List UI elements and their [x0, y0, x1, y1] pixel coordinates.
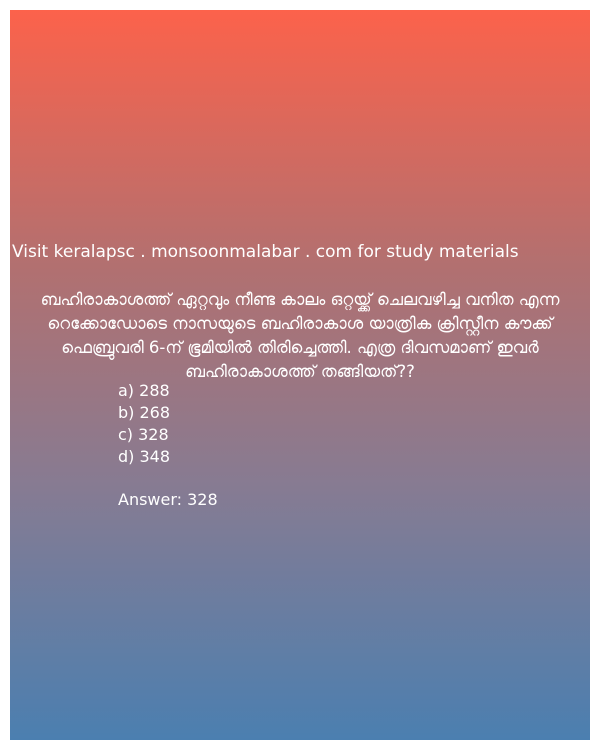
- option-a: a) 288: [118, 381, 170, 400]
- answer-text: Answer: 328: [118, 490, 218, 509]
- option-b: b) 268: [118, 403, 171, 422]
- option-c: c) 328: [118, 425, 169, 444]
- promo-text: Visit keralapsc . monsoonmalabar . com for study materials: [12, 242, 519, 262]
- options-list: [118, 380, 170, 468]
- question-text: ബഹിരാകാശത്ത് ഏറ്റവും നീണ്ട കാലം ഒറ്റയ്ക്ക് ചെലവഴിച്ച വനിത എന്ന റെക്കോഡോടെ നാസയുടെ ബഹിരാകാശ യാത്രിക ക്രിസ്റ്റീന കൗക്ക് ഫെബ്രുവരി 6-ന് ഭൂമിയിൽ തിരിച്ചെത്തി. എത്ര ദിവസമാണ് ഇവർ ബഹിരാകാശത്ത് തങ്ങിയത്??: [40, 290, 560, 381]
- question-card: [10, 10, 590, 740]
- option-d: d) 348: [118, 447, 171, 466]
